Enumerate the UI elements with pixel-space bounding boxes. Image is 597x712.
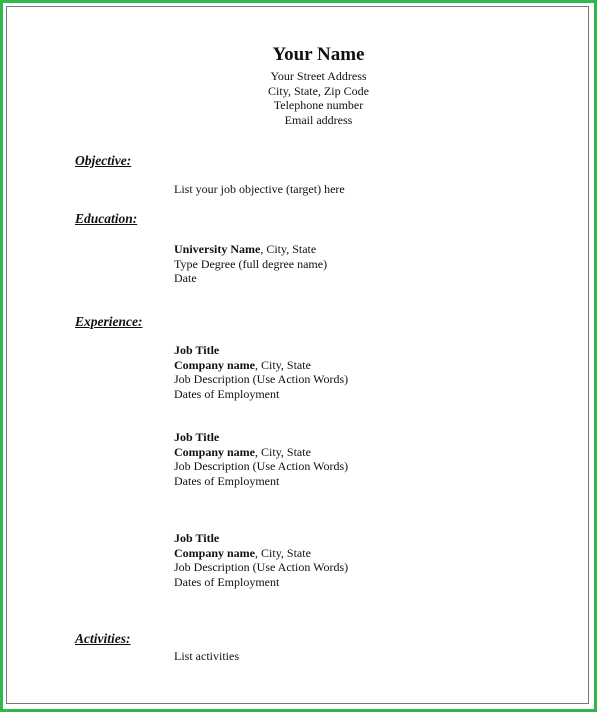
city-state-zip: City, State, Zip Code bbox=[268, 83, 369, 98]
company-location: , City, State bbox=[255, 444, 311, 459]
resume-name: Your Name bbox=[272, 44, 365, 65]
job-description: Job Description (Use Action Words) bbox=[174, 372, 349, 386]
job-company bbox=[174, 445, 348, 460]
job-description: Job Description (Use Action Words) bbox=[174, 560, 349, 574]
objective-block bbox=[174, 182, 345, 197]
university-location: , City, State bbox=[260, 242, 317, 256]
education-block bbox=[174, 242, 327, 286]
section-title-activities: Activities: bbox=[75, 631, 131, 646]
job-title: Job Title bbox=[174, 343, 220, 357]
education-date: Date bbox=[174, 271, 197, 285]
email: Email address bbox=[284, 112, 353, 127]
job-company bbox=[174, 358, 348, 373]
job-title: Job Title bbox=[174, 430, 220, 444]
job-description: Job Description (Use Action Words) bbox=[174, 459, 349, 473]
experience-job-3 bbox=[174, 531, 348, 589]
street-address: Your Street Address bbox=[270, 69, 367, 83]
company-location: , City, State bbox=[255, 357, 311, 372]
experience-job-2 bbox=[174, 430, 348, 488]
education-school bbox=[174, 242, 327, 257]
job-title: Job Title bbox=[174, 531, 220, 545]
university-name: University Name bbox=[174, 242, 261, 256]
job-dates: Dates of Employment bbox=[174, 386, 280, 401]
resume-header bbox=[0, 43, 597, 127]
company-name: Company name bbox=[174, 357, 256, 372]
section-title-education: Education: bbox=[75, 211, 138, 226]
company-name: Company name bbox=[174, 545, 256, 560]
section-title-experience: Experience: bbox=[75, 314, 143, 329]
company-location: , City, State bbox=[255, 545, 311, 560]
education-degree: Type Degree (full degree name) bbox=[174, 256, 328, 271]
objective-text: List your job objective (target) here bbox=[174, 182, 345, 196]
company-name: Company name bbox=[174, 444, 256, 459]
section-title-objective: Objective: bbox=[75, 153, 132, 168]
job-dates: Dates of Employment bbox=[174, 574, 280, 589]
telephone: Telephone number bbox=[273, 98, 364, 112]
job-dates: Dates of Employment bbox=[174, 473, 280, 488]
activities-text: List activities bbox=[174, 649, 239, 663]
activities-block bbox=[174, 649, 239, 664]
experience-job-1 bbox=[174, 343, 348, 401]
job-company bbox=[174, 546, 348, 561]
